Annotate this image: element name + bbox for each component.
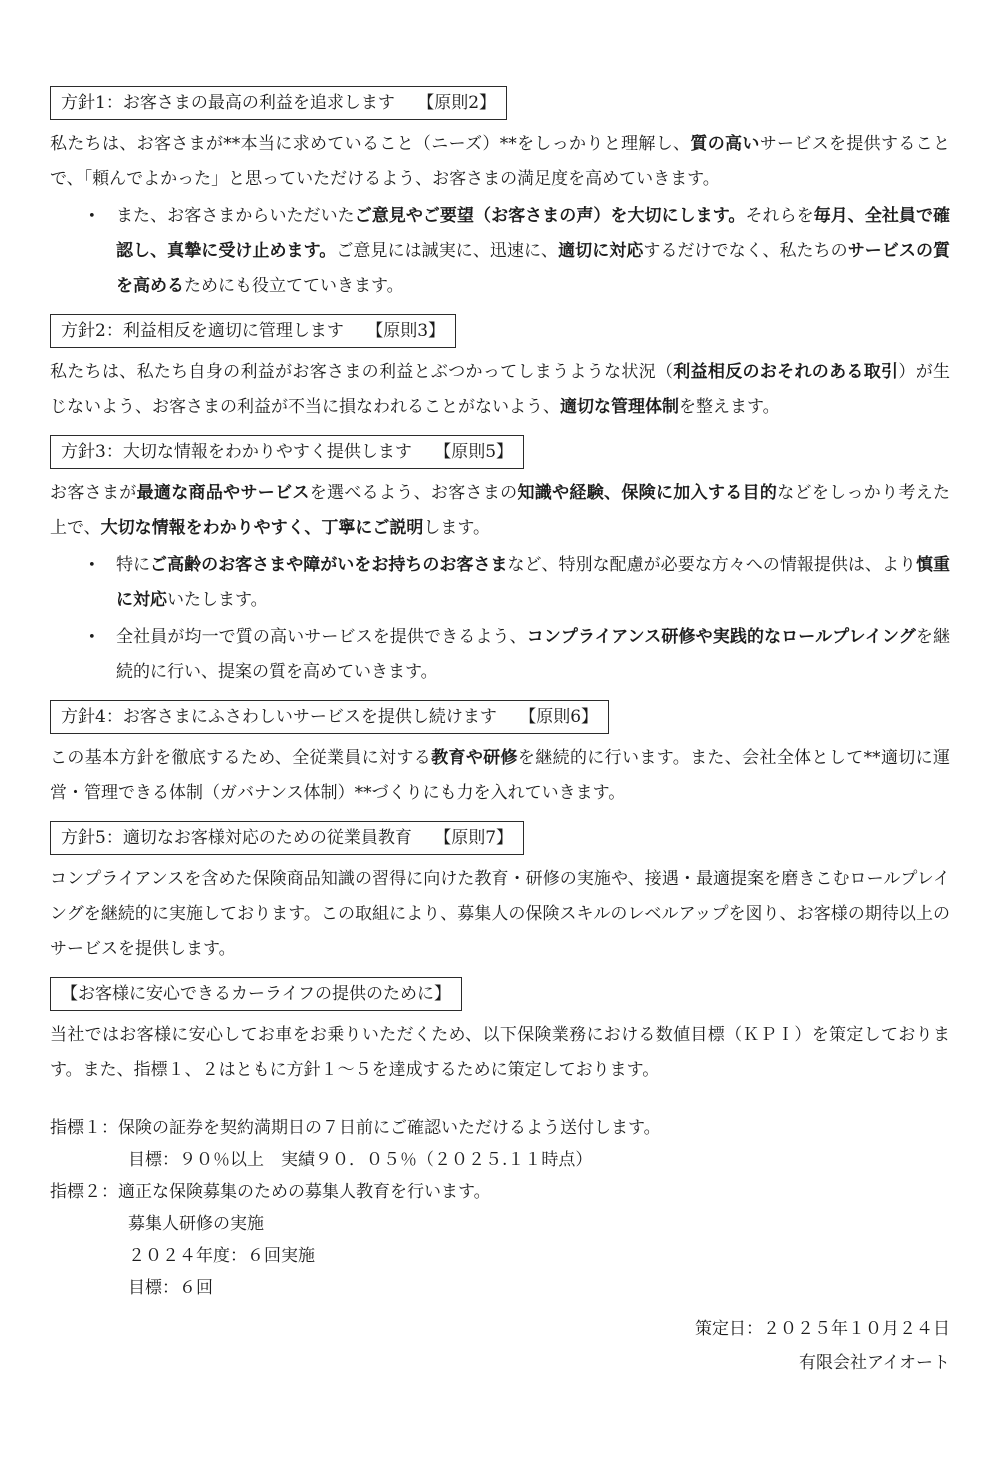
section-heading: 【お客様に安心できるカーライフの提供のために】 xyxy=(50,977,462,1011)
text-segment: 全社員が均一で質の高いサービスを提供できるよう、 xyxy=(116,627,527,647)
text-segment-bold: 最適な商品やサービス xyxy=(136,483,310,503)
kpi-line: 募集人研修の実施 xyxy=(128,1214,264,1234)
text-segment: を継続的に行い、提案の質を高めていきます。 xyxy=(116,627,950,682)
heading-row xyxy=(50,86,950,121)
document-body xyxy=(50,86,950,1304)
text-segment: いたします。 xyxy=(167,590,268,610)
section-heading: 方針2：利益相反を適切に管理します 【原則3】 xyxy=(50,314,456,348)
text-segment: コンプライアンスを含めた保険商品知識の習得に向けた教育・研修の実施や、接遇・最適提案を磨きこむロールプレイングを継続的に実施しております。この取組により、募集人の保険スキルのレベルアップを図り、お客様の期待以上のサービスを提供します。 xyxy=(50,869,950,959)
paragraph xyxy=(50,127,950,197)
text-segment-bold: 知識や経験、保険に加入する目的 xyxy=(517,483,778,503)
text-segment-bold: 慎重に対応 xyxy=(116,555,951,610)
heading-row xyxy=(50,314,950,349)
text-segment: など、特別な配慮が必要な方々への情報提供は、より xyxy=(507,555,916,575)
text-segment: 当社ではお客様に安心してお車をお乗りいただくため、以下保険業務における数値目標（ＫＰＩ）を策定しております。また、指標１、２はともに方針１～５を達成するために策定しております。 xyxy=(50,1025,950,1080)
text-segment: お客さまが xyxy=(50,483,137,503)
text-segment-bold: コンプライアンス研修や実践的なロールプレイング xyxy=(526,627,916,647)
bullet-icon: • xyxy=(88,558,96,573)
kpi-line: ２０２４年度：６回実施 xyxy=(128,1246,315,1266)
text-segment-bold: 毎月、全社員で確認し、真摯に受け止めます。 xyxy=(116,206,951,261)
section-heading: 方針1：お客さまの最高の利益を追求します 【原則2】 xyxy=(50,86,507,120)
text-segment-bold: ご意見やご要望（お客さまの声）を大切にします。 xyxy=(354,206,746,226)
bullet-item xyxy=(50,620,950,690)
text-segment: ご意見には誠実に、迅速に、 xyxy=(336,241,559,261)
section-heading: 方針4：お客さまにふさわしいサービスを提供し続けます 【原則6】 xyxy=(50,700,609,734)
kpi-line: 指標１：保険の証券を契約満期日の７日前にご確認いただけるよう送付します。 xyxy=(50,1118,661,1138)
text-segment: を継続的に行います。また、会社全体として**適切に運営・管理できる体制（ガバナンス体制）**づくりにも力を入れていきます。 xyxy=(50,748,951,803)
text-segment-bold: 大切な情報をわかりやすく、丁寧にご説明 xyxy=(100,518,424,538)
text-segment-bold: 教育や研修 xyxy=(431,748,518,768)
text-segment-bold: ご高齢のお客さまや障がいをお持ちのお客さま xyxy=(150,555,508,575)
text-segment: それらを xyxy=(745,206,814,226)
paragraph xyxy=(50,355,950,425)
bullet-icon: • xyxy=(88,209,96,224)
kpi-line: 目標：９０％以上 実績９０．０５％（２０２５.１１時点） xyxy=(128,1150,593,1170)
bullet-icon: • xyxy=(88,630,96,645)
text-segment-bold: 適切な管理体制 xyxy=(560,397,679,417)
section-heading: 方針3：大切な情報をわかりやすく提供します 【原則5】 xyxy=(50,435,524,469)
paragraph xyxy=(50,476,950,546)
text-segment: します。 xyxy=(423,518,490,538)
heading-row xyxy=(50,821,950,856)
text-segment: を整えます。 xyxy=(679,397,780,417)
text-segment-bold: サービスの質を高める xyxy=(116,241,951,296)
text-segment: 私たちは、お客さまが**本当に求めていること（ニーズ）**をしっかりと理解し、 xyxy=(50,134,691,154)
text-segment-bold: 利益相反のおそれのある取引 xyxy=(673,362,899,382)
section-heading: 方針5：適切なお客様対応のための従業員教育 【原則7】 xyxy=(50,821,524,855)
text-segment: サービスを提供することで、「頼んでよかった」と思っていただけるよう、お客さまの満足度を高めていきます。 xyxy=(50,134,951,189)
text-segment: 特に xyxy=(116,555,151,575)
company-name: 有限会社アイオート xyxy=(799,1353,950,1373)
text-segment-bold: 適切に対応 xyxy=(558,241,644,261)
text-segment-bold: 質の高い xyxy=(690,134,760,154)
heading-row xyxy=(50,435,950,470)
paragraph xyxy=(50,741,950,811)
text-segment: 私たちは、私たち自身の利益がお客さまの利益とぶつかってしまうような状況（ xyxy=(50,362,674,382)
text-segment: この基本方針を徹底するため、全従業員に対する xyxy=(50,748,432,768)
text-segment: などをしっかり考えた上で、 xyxy=(50,483,951,538)
kpi-line: 目標：６回 xyxy=(128,1278,213,1298)
bullet-item xyxy=(50,199,950,304)
text-segment: を選べるよう、お客さまの xyxy=(309,483,518,503)
policy-date: 策定日：２０２５年１０月２４日 xyxy=(695,1319,950,1339)
text-segment: ためにも役立てていきます。 xyxy=(184,276,404,296)
paragraph xyxy=(50,1018,950,1088)
text-segment: また、お客さまからいただいた xyxy=(116,206,355,226)
kpi-line: 指標２：適正な保険募集のための募集人教育を行います。 xyxy=(50,1182,491,1202)
heading-row xyxy=(50,700,950,735)
text-segment: するだけでなく、私たちの xyxy=(643,241,848,261)
document-footer xyxy=(50,1312,950,1380)
paragraph xyxy=(50,862,950,967)
bullet-item xyxy=(50,548,950,618)
text-segment: ）が生じないよう、お客さまの利益が不当に損なわれることがないよう、 xyxy=(50,362,951,417)
heading-row xyxy=(50,977,950,1012)
